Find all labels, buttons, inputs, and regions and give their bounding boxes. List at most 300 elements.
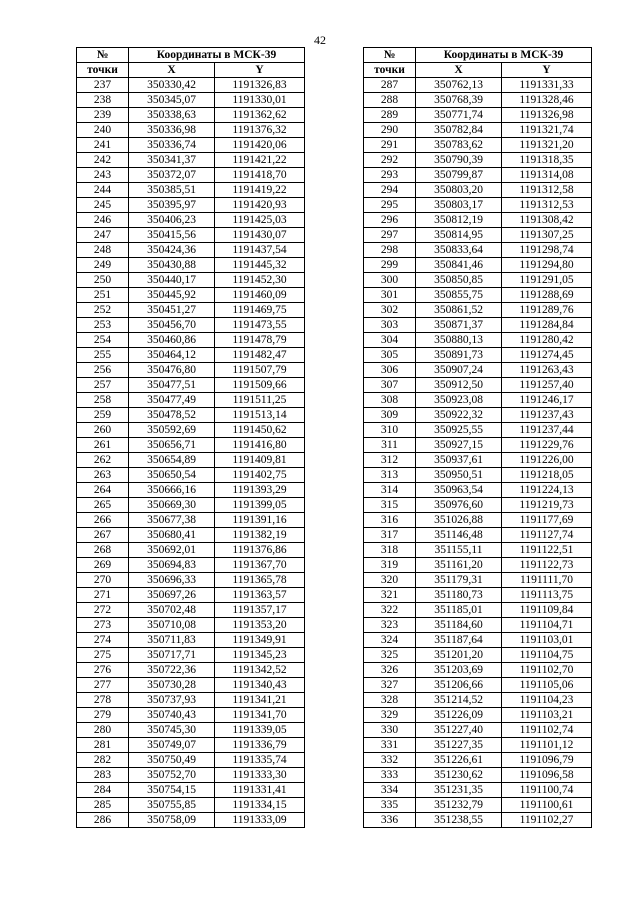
point-number-cell: 333	[364, 768, 416, 783]
table-row	[77, 408, 305, 423]
table-row	[77, 678, 305, 693]
table-row	[77, 558, 305, 573]
table-row	[364, 723, 592, 738]
y-coordinate-cell: 1191318,35	[502, 153, 592, 168]
point-number-cell: 299	[364, 258, 416, 273]
y-coordinate-cell: 1191437,54	[215, 243, 305, 258]
y-coordinate-cell: 1191393,29	[215, 483, 305, 498]
point-number-cell: 290	[364, 123, 416, 138]
point-number-cell: 256	[77, 363, 129, 378]
table-row	[364, 783, 592, 798]
point-number-cell: 266	[77, 513, 129, 528]
table-row	[364, 543, 592, 558]
table-row	[364, 648, 592, 663]
point-number-cell: 262	[77, 453, 129, 468]
y-coordinate-cell: 1191177,69	[502, 513, 592, 528]
table-row	[77, 573, 305, 588]
x-coordinate-cell: 351026,88	[416, 513, 502, 528]
point-number-cell: 311	[364, 438, 416, 453]
x-coordinate-cell: 350923,08	[416, 393, 502, 408]
table-row	[364, 108, 592, 123]
point-number-cell: 318	[364, 543, 416, 558]
point-number-cell: 310	[364, 423, 416, 438]
y-coordinate-cell: 1191425,03	[215, 213, 305, 228]
table-row	[364, 138, 592, 153]
point-number-cell: 305	[364, 348, 416, 363]
point-number-cell: 319	[364, 558, 416, 573]
x-coordinate-cell: 350430,88	[129, 258, 215, 273]
x-coordinate-cell: 350758,09	[129, 813, 215, 828]
table-row	[77, 363, 305, 378]
x-coordinate-cell: 351155,11	[416, 543, 502, 558]
point-number-cell: 250	[77, 273, 129, 288]
table-row	[364, 813, 592, 828]
table-row	[77, 423, 305, 438]
table-row	[77, 768, 305, 783]
x-coordinate-cell: 351201,20	[416, 648, 502, 663]
point-number-cell: 239	[77, 108, 129, 123]
point-number-cell: 326	[364, 663, 416, 678]
x-coordinate-cell: 350803,20	[416, 183, 502, 198]
x-coordinate-cell: 350477,49	[129, 393, 215, 408]
point-number-cell: 332	[364, 753, 416, 768]
y-coordinate-cell: 1191341,21	[215, 693, 305, 708]
page-number: 42	[314, 33, 326, 47]
x-coordinate-cell: 350841,46	[416, 258, 502, 273]
x-coordinate-cell: 351227,35	[416, 738, 502, 753]
x-coordinate-cell: 350680,41	[129, 528, 215, 543]
point-number-cell: 300	[364, 273, 416, 288]
point-number-cell: 245	[77, 198, 129, 213]
table-row	[364, 183, 592, 198]
table-row	[364, 453, 592, 468]
x-coordinate-cell: 350937,61	[416, 453, 502, 468]
y-coordinate-cell: 1191365,78	[215, 573, 305, 588]
y-coordinate-cell: 1191237,44	[502, 423, 592, 438]
x-coordinate-cell: 350656,71	[129, 438, 215, 453]
x-coordinate-cell: 350950,51	[416, 468, 502, 483]
y-coordinate-cell: 1191362,62	[215, 108, 305, 123]
y-coordinate-cell: 1191409,81	[215, 453, 305, 468]
table-row	[77, 303, 305, 318]
point-number-cell: 243	[77, 168, 129, 183]
y-coordinate-cell: 1191104,75	[502, 648, 592, 663]
y-coordinate-cell: 1191102,74	[502, 723, 592, 738]
table-row	[364, 603, 592, 618]
x-coordinate-cell: 350750,49	[129, 753, 215, 768]
point-number-cell: 268	[77, 543, 129, 558]
point-number-cell: 249	[77, 258, 129, 273]
table-row	[77, 138, 305, 153]
table-row	[364, 378, 592, 393]
point-number-header-symbol: №	[96, 48, 109, 61]
table-row	[77, 258, 305, 273]
table-row	[364, 528, 592, 543]
y-coordinate-cell: 1191103,01	[502, 633, 592, 648]
y-coordinate-cell: 1191335,74	[215, 753, 305, 768]
point-number-cell: 323	[364, 618, 416, 633]
point-number-cell: 296	[364, 213, 416, 228]
y-coordinate-cell: 1191298,74	[502, 243, 592, 258]
x-coordinate-cell: 351185,01	[416, 603, 502, 618]
x-coordinate-cell: 350694,83	[129, 558, 215, 573]
table-row	[77, 513, 305, 528]
point-number-cell: 288	[364, 93, 416, 108]
y-coordinate-cell: 1191382,19	[215, 528, 305, 543]
point-number-cell: 241	[77, 138, 129, 153]
point-number-cell: 264	[77, 483, 129, 498]
point-number-cell: 295	[364, 198, 416, 213]
table-row	[364, 123, 592, 138]
y-coordinate-cell: 1191450,62	[215, 423, 305, 438]
table-row	[77, 288, 305, 303]
x-coordinate-cell: 350440,17	[129, 273, 215, 288]
point-number-cell: 244	[77, 183, 129, 198]
point-number-cell: 270	[77, 573, 129, 588]
y-coordinate-cell: 1191219,73	[502, 498, 592, 513]
table-row	[364, 243, 592, 258]
point-number-cell: 265	[77, 498, 129, 513]
y-coordinate-cell: 1191391,16	[215, 513, 305, 528]
y-coordinate-cell: 1191420,06	[215, 138, 305, 153]
table-row	[364, 588, 592, 603]
table-row	[364, 768, 592, 783]
point-number-cell: 255	[77, 348, 129, 363]
table-row	[77, 693, 305, 708]
table-row	[77, 273, 305, 288]
x-coordinate-cell: 350963,54	[416, 483, 502, 498]
table-row	[364, 288, 592, 303]
x-coordinate-cell: 350799,87	[416, 168, 502, 183]
x-coordinate-cell: 350927,15	[416, 438, 502, 453]
x-coordinate-cell: 350755,85	[129, 798, 215, 813]
table-row	[77, 93, 305, 108]
table-body-left	[77, 78, 305, 828]
table-body-right	[364, 78, 592, 828]
point-number-cell: 274	[77, 633, 129, 648]
table-row	[77, 213, 305, 228]
y-coordinate-cell: 1191419,22	[215, 183, 305, 198]
point-number-cell: 316	[364, 513, 416, 528]
x-coordinate-cell: 350833,64	[416, 243, 502, 258]
x-coordinate-cell: 350460,86	[129, 333, 215, 348]
table-row	[364, 198, 592, 213]
point-number-cell: 269	[77, 558, 129, 573]
y-coordinate-cell: 1191312,58	[502, 183, 592, 198]
table-row	[77, 543, 305, 558]
x-coordinate-cell: 350650,54	[129, 468, 215, 483]
x-coordinate-cell: 350341,37	[129, 153, 215, 168]
y-coordinate-cell: 1191507,79	[215, 363, 305, 378]
y-coordinate-cell: 1191307,25	[502, 228, 592, 243]
x-coordinate-cell: 351227,40	[416, 723, 502, 738]
point-number-cell: 248	[77, 243, 129, 258]
table-row	[77, 198, 305, 213]
y-coordinate-cell: 1191096,58	[502, 768, 592, 783]
point-number-cell: 292	[364, 153, 416, 168]
table-row	[364, 708, 592, 723]
point-number-cell: 321	[364, 588, 416, 603]
y-coordinate-cell: 1191452,30	[215, 273, 305, 288]
x-coordinate-cell: 350871,37	[416, 318, 502, 333]
table-row	[364, 678, 592, 693]
y-coordinate-cell: 1191331,41	[215, 783, 305, 798]
table-row	[364, 213, 592, 228]
x-coordinate-cell: 351187,64	[416, 633, 502, 648]
x-coordinate-cell: 351226,09	[416, 708, 502, 723]
y-coordinate-cell: 1191096,79	[502, 753, 592, 768]
table-row	[364, 618, 592, 633]
point-number-cell: 259	[77, 408, 129, 423]
table-row	[364, 558, 592, 573]
table-row	[77, 813, 305, 828]
x-coordinate-cell: 350737,93	[129, 693, 215, 708]
y-coordinate-cell: 1191418,70	[215, 168, 305, 183]
x-coordinate-cell: 351179,31	[416, 573, 502, 588]
point-number-cell: 309	[364, 408, 416, 423]
y-coordinate-cell: 1191331,33	[502, 78, 592, 93]
point-number-header	[77, 48, 129, 63]
table-row	[77, 708, 305, 723]
table-row	[77, 453, 305, 468]
point-number-cell: 315	[364, 498, 416, 513]
y-coordinate-cell: 1191402,75	[215, 468, 305, 483]
point-number-cell: 247	[77, 228, 129, 243]
coordinates-title-header: Координаты в МСК-39	[416, 48, 592, 63]
y-coordinate-cell: 1191105,06	[502, 678, 592, 693]
y-coordinate-cell: 1191246,17	[502, 393, 592, 408]
y-coordinate-cell: 1191237,43	[502, 408, 592, 423]
point-number-cell: 308	[364, 393, 416, 408]
y-coordinate-cell: 1191102,27	[502, 813, 592, 828]
table-row	[77, 633, 305, 648]
y-coordinate-cell: 1191482,47	[215, 348, 305, 363]
point-number-cell: 252	[77, 303, 129, 318]
x-coordinate-cell: 350922,32	[416, 408, 502, 423]
y-coordinate-cell: 1191399,05	[215, 498, 305, 513]
point-number-cell: 320	[364, 573, 416, 588]
point-number-cell: 238	[77, 93, 129, 108]
y-coordinate-cell: 1191109,84	[502, 603, 592, 618]
point-number-cell: 325	[364, 648, 416, 663]
y-coordinate-cell: 1191334,15	[215, 798, 305, 813]
y-coordinate-cell: 1191284,84	[502, 318, 592, 333]
x-coordinate-cell: 350445,92	[129, 288, 215, 303]
x-coordinate-cell: 350395,97	[129, 198, 215, 213]
point-number-cell: 267	[77, 528, 129, 543]
x-coordinate-cell: 351161,20	[416, 558, 502, 573]
coordinates-table-left	[76, 47, 305, 828]
y-coordinate-cell: 1191224,13	[502, 483, 592, 498]
point-number-cell: 322	[364, 603, 416, 618]
table-row	[77, 618, 305, 633]
point-number-cell: 302	[364, 303, 416, 318]
x-coordinate-cell: 350654,89	[129, 453, 215, 468]
x-coordinate-cell: 350702,48	[129, 603, 215, 618]
y-coordinate-cell: 1191513,14	[215, 408, 305, 423]
point-number-cell: 261	[77, 438, 129, 453]
table-row	[364, 498, 592, 513]
y-coordinate-cell: 1191469,75	[215, 303, 305, 318]
x-coordinate-cell: 350677,38	[129, 513, 215, 528]
x-coordinate-cell: 350330,42	[129, 78, 215, 93]
table-row	[364, 153, 592, 168]
x-coordinate-cell: 350745,30	[129, 723, 215, 738]
point-number-cell: 272	[77, 603, 129, 618]
table-row	[77, 108, 305, 123]
y-coordinate-cell: 1191321,74	[502, 123, 592, 138]
y-coordinate-cell: 1191421,22	[215, 153, 305, 168]
point-number-cell: 301	[364, 288, 416, 303]
x-coordinate-cell: 351231,35	[416, 783, 502, 798]
table-row	[77, 228, 305, 243]
y-column-header: Y	[502, 63, 592, 78]
point-number-cell: 285	[77, 798, 129, 813]
point-number-cell: 297	[364, 228, 416, 243]
x-coordinate-cell: 350592,69	[129, 423, 215, 438]
y-coordinate-cell: 1191113,75	[502, 588, 592, 603]
x-coordinate-cell: 350912,50	[416, 378, 502, 393]
x-coordinate-cell: 350692,01	[129, 543, 215, 558]
point-number-cell: 327	[364, 678, 416, 693]
point-number-cell: 335	[364, 798, 416, 813]
x-coordinate-cell: 350338,63	[129, 108, 215, 123]
y-coordinate-cell: 1191353,20	[215, 618, 305, 633]
table-row	[364, 573, 592, 588]
table-row	[364, 423, 592, 438]
table-row	[77, 183, 305, 198]
y-coordinate-cell: 1191473,55	[215, 318, 305, 333]
x-coordinate-cell: 350803,17	[416, 198, 502, 213]
table-row	[364, 78, 592, 93]
y-coordinate-cell: 1191349,91	[215, 633, 305, 648]
y-coordinate-cell: 1191111,70	[502, 573, 592, 588]
x-coordinate-cell: 350907,24	[416, 363, 502, 378]
x-coordinate-cell: 351184,60	[416, 618, 502, 633]
x-coordinate-cell: 350752,70	[129, 768, 215, 783]
y-coordinate-cell: 1191330,01	[215, 93, 305, 108]
table-row	[364, 483, 592, 498]
point-number-cell: 254	[77, 333, 129, 348]
x-coordinate-cell: 351146,48	[416, 528, 502, 543]
table-row	[77, 123, 305, 138]
point-number-cell: 280	[77, 723, 129, 738]
table-row	[77, 723, 305, 738]
table-row	[364, 168, 592, 183]
y-coordinate-cell: 1191226,00	[502, 453, 592, 468]
table-row	[77, 783, 305, 798]
point-number-cell: 273	[77, 618, 129, 633]
y-coordinate-cell: 1191274,45	[502, 348, 592, 363]
x-coordinate-cell: 350861,52	[416, 303, 502, 318]
x-coordinate-cell: 350456,70	[129, 318, 215, 333]
y-coordinate-cell: 1191257,40	[502, 378, 592, 393]
point-number-cell: 240	[77, 123, 129, 138]
point-number-cell: 304	[364, 333, 416, 348]
table-row	[364, 738, 592, 753]
y-coordinate-cell: 1191104,23	[502, 693, 592, 708]
x-coordinate-cell: 351238,55	[416, 813, 502, 828]
point-number-cell: 253	[77, 318, 129, 333]
x-coordinate-cell: 351226,61	[416, 753, 502, 768]
point-number-cell: 271	[77, 588, 129, 603]
point-number-cell: 314	[364, 483, 416, 498]
y-coordinate-cell: 1191122,51	[502, 543, 592, 558]
y-coordinate-cell: 1191321,20	[502, 138, 592, 153]
table-row	[77, 393, 305, 408]
table-row	[364, 798, 592, 813]
point-number-cell: 328	[364, 693, 416, 708]
point-number-cell: 331	[364, 738, 416, 753]
table-row	[364, 393, 592, 408]
table-row	[77, 348, 305, 363]
x-coordinate-cell: 350476,80	[129, 363, 215, 378]
y-coordinate-cell: 1191345,23	[215, 648, 305, 663]
table-row	[77, 468, 305, 483]
table-row	[77, 738, 305, 753]
x-coordinate-cell: 350385,51	[129, 183, 215, 198]
y-coordinate-cell: 1191312,53	[502, 198, 592, 213]
x-coordinate-cell: 350855,75	[416, 288, 502, 303]
x-coordinate-cell: 350666,16	[129, 483, 215, 498]
y-coordinate-cell: 1191289,76	[502, 303, 592, 318]
y-coordinate-cell: 1191100,61	[502, 798, 592, 813]
y-coordinate-cell: 1191460,09	[215, 288, 305, 303]
y-coordinate-cell: 1191229,76	[502, 438, 592, 453]
x-coordinate-cell: 350880,13	[416, 333, 502, 348]
point-number-cell: 275	[77, 648, 129, 663]
table-row	[364, 258, 592, 273]
point-number-cell: 286	[77, 813, 129, 828]
point-number-cell: 313	[364, 468, 416, 483]
point-number-header-label: точки	[77, 63, 129, 78]
y-coordinate-cell: 1191104,71	[502, 618, 592, 633]
table-row	[77, 333, 305, 348]
x-coordinate-cell: 350976,60	[416, 498, 502, 513]
y-coordinate-cell: 1191333,09	[215, 813, 305, 828]
point-number-cell: 298	[364, 243, 416, 258]
table-row	[77, 78, 305, 93]
point-number-cell: 258	[77, 393, 129, 408]
table-row	[364, 408, 592, 423]
x-coordinate-cell: 350336,98	[129, 123, 215, 138]
y-coordinate-cell: 1191333,30	[215, 768, 305, 783]
y-coordinate-cell: 1191509,66	[215, 378, 305, 393]
x-coordinate-cell: 350749,07	[129, 738, 215, 753]
x-coordinate-cell: 350891,73	[416, 348, 502, 363]
point-number-cell: 312	[364, 453, 416, 468]
point-number-cell: 263	[77, 468, 129, 483]
y-coordinate-cell: 1191336,79	[215, 738, 305, 753]
table-row	[77, 318, 305, 333]
point-number-cell: 334	[364, 783, 416, 798]
x-coordinate-cell: 350925,55	[416, 423, 502, 438]
y-coordinate-cell: 1191100,74	[502, 783, 592, 798]
table-row	[77, 528, 305, 543]
point-number-cell: 336	[364, 813, 416, 828]
x-coordinate-cell: 350850,85	[416, 273, 502, 288]
y-coordinate-cell: 1191357,17	[215, 603, 305, 618]
y-coordinate-cell: 1191101,12	[502, 738, 592, 753]
table-row	[77, 603, 305, 618]
x-coordinate-cell: 350730,28	[129, 678, 215, 693]
point-number-header	[364, 48, 416, 63]
x-coordinate-cell: 350782,84	[416, 123, 502, 138]
y-coordinate-cell: 1191342,52	[215, 663, 305, 678]
table-row	[364, 438, 592, 453]
table-row	[364, 663, 592, 678]
table-row	[364, 468, 592, 483]
